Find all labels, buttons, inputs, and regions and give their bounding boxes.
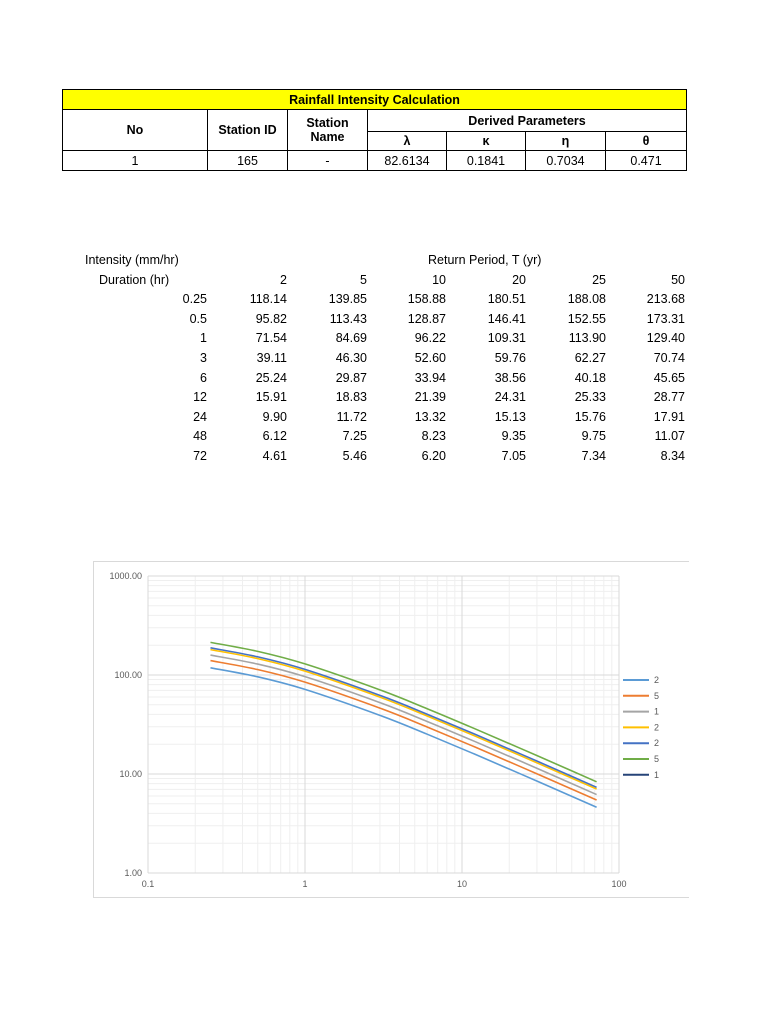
intensity-cell: 28.77: [653, 390, 685, 405]
intensity-cell: 8.34: [660, 448, 685, 463]
intensity-cell: 21.39: [414, 390, 446, 405]
duration-cell: 72: [193, 448, 207, 463]
idf-chart: [93, 561, 689, 898]
intensity-title-row: [62, 253, 686, 273]
intensity-cell: 52.60: [414, 350, 446, 365]
intensity-cell: 70.74: [653, 350, 685, 365]
header-kappa: κ: [447, 132, 526, 151]
intensity-table: [62, 253, 686, 469]
cell-kappa: 0.1841: [447, 151, 526, 171]
intensity-cell: 59.76: [494, 350, 526, 365]
x-tick-label: 0.1: [141, 879, 155, 889]
intensity-cell: 113.90: [568, 331, 606, 346]
series-line: [210, 650, 596, 789]
header-station-name-line1: Station: [306, 116, 349, 130]
duration-cell: 6: [200, 370, 207, 385]
legend-label: 1: [654, 769, 660, 780]
intensity-cell: 9.90: [262, 409, 287, 424]
legend-label: 5: [654, 690, 660, 701]
intensity-cell: 62.27: [574, 350, 606, 365]
legend-label: 2: [654, 722, 660, 733]
cell-theta: 0.471: [606, 151, 687, 171]
cell-station-name: -: [288, 151, 368, 171]
intensity-cell: 158.88: [407, 292, 446, 307]
series-line: [210, 668, 596, 807]
intensity-cell: 11.07: [654, 429, 685, 444]
series-line: [210, 661, 596, 800]
y-tick-label: 1000.00: [109, 571, 142, 581]
intensity-cell: 8.23: [421, 429, 446, 444]
return-period-title: Return Period, T (yr): [428, 253, 542, 267]
table-row: [62, 351, 686, 371]
intensity-cell: 139.85: [328, 292, 367, 307]
intensity-cell: 128.87: [407, 311, 446, 326]
intensity-cell: 5.46: [342, 448, 367, 463]
parameter-table: [62, 89, 687, 171]
intensity-cell: 7.25: [342, 429, 367, 444]
intensity-cell: 24.31: [494, 390, 526, 405]
intensity-cell: 113.43: [329, 311, 367, 326]
intensity-cell: 129.40: [646, 331, 685, 346]
intensity-cell: 6.12: [262, 429, 287, 444]
intensity-cell: 180.51: [487, 292, 526, 307]
intensity-header-row: [62, 273, 686, 293]
x-tick-label: 10: [456, 879, 468, 889]
intensity-cell: 173.31: [646, 311, 685, 326]
intensity-cell: 213.68: [646, 292, 685, 307]
table-row: [63, 151, 687, 171]
intensity-cell: 152.55: [567, 311, 606, 326]
chart-svg: [94, 562, 689, 897]
legend-label: 2: [654, 675, 660, 685]
table-row: [62, 292, 686, 312]
table-row: [62, 390, 686, 410]
duration-cell: 48: [193, 429, 207, 444]
intensity-cell: 40.18: [574, 370, 606, 385]
intensity-cell: 84.69: [335, 331, 367, 346]
duration-cell: 0.5: [189, 311, 207, 326]
duration-cell: 24: [193, 409, 207, 424]
intensity-cell: 6.20: [421, 448, 446, 463]
header-station-name: [288, 110, 368, 151]
intensity-cell: 71.54: [255, 331, 287, 346]
header-theta: θ: [606, 132, 687, 151]
cell-no: 1: [63, 151, 208, 171]
return-period-header: 25: [592, 272, 606, 287]
intensity-cell: 95.82: [255, 311, 287, 326]
table-title: Rainfall Intensity Calculation: [63, 90, 687, 110]
table-row: [62, 312, 686, 332]
intensity-cell: 118.14: [249, 292, 287, 307]
intensity-cell: 39.11: [256, 350, 287, 365]
table-row: [62, 429, 686, 449]
intensity-cell: 15.76: [574, 409, 606, 424]
duration-label: Duration (hr): [99, 272, 170, 287]
header-station-id: Station ID: [208, 110, 288, 151]
intensity-cell: 15.13: [494, 409, 526, 424]
header-no: No: [63, 110, 208, 151]
table-row: [62, 331, 686, 351]
y-tick-label: 10.00: [119, 769, 142, 779]
intensity-cell: 33.94: [414, 370, 446, 385]
table-row: [62, 449, 686, 469]
intensity-cell: 29.87: [335, 370, 367, 385]
cell-eta: 0.7034: [526, 151, 606, 171]
y-tick-label: 1.00: [124, 868, 142, 878]
intensity-cell: 18.83: [335, 390, 367, 405]
intensity-label: Intensity (mm/hr): [85, 253, 179, 267]
intensity-cell: 7.34: [581, 448, 606, 463]
intensity-cell: 9.75: [581, 429, 606, 444]
intensity-cell: 96.22: [414, 331, 446, 346]
intensity-cell: 4.61: [262, 448, 287, 463]
y-tick-label: 100.00: [114, 670, 142, 680]
legend-label: 1: [654, 706, 660, 717]
intensity-cell: 15.91: [255, 390, 287, 405]
intensity-cell: 146.41: [487, 311, 526, 326]
return-period-header: 20: [512, 272, 526, 287]
duration-cell: 0.25: [182, 292, 207, 307]
intensity-cell: 17.91: [653, 409, 685, 424]
intensity-cell: 25.24: [255, 370, 287, 385]
duration-cell: 1: [200, 331, 207, 346]
intensity-cell: 109.31: [487, 331, 526, 346]
duration-cell: 3: [200, 350, 207, 365]
return-period-header: 5: [360, 272, 367, 287]
intensity-cell: 7.05: [501, 448, 526, 463]
header-derived-parameters: Derived Parameters: [368, 110, 687, 132]
intensity-cell: 11.72: [336, 409, 367, 424]
legend-label: 2: [654, 738, 660, 749]
header-station-name-line2: Name: [310, 130, 345, 144]
return-period-header: 2: [280, 272, 287, 287]
table-row: [62, 410, 686, 430]
cell-station-id: 165: [208, 151, 288, 171]
cell-lambda: 82.6134: [368, 151, 447, 171]
intensity-cell: 9.35: [501, 429, 526, 444]
x-tick-label: 100: [611, 879, 627, 889]
table-row: [62, 371, 686, 391]
duration-cell: 12: [193, 390, 207, 405]
return-period-header: 10: [432, 272, 446, 287]
x-tick-label: 1: [302, 879, 308, 889]
legend-label: 5: [654, 754, 660, 764]
return-period-header: 50: [671, 272, 685, 287]
intensity-cell: 13.32: [414, 409, 446, 424]
intensity-cell: 188.08: [567, 292, 606, 307]
intensity-cell: 46.30: [335, 350, 367, 365]
intensity-cell: 45.65: [653, 370, 685, 385]
header-eta: η: [526, 132, 606, 151]
intensity-cell: 38.56: [494, 370, 526, 385]
intensity-cell: 25.33: [574, 390, 606, 405]
header-lambda: λ: [368, 132, 447, 151]
